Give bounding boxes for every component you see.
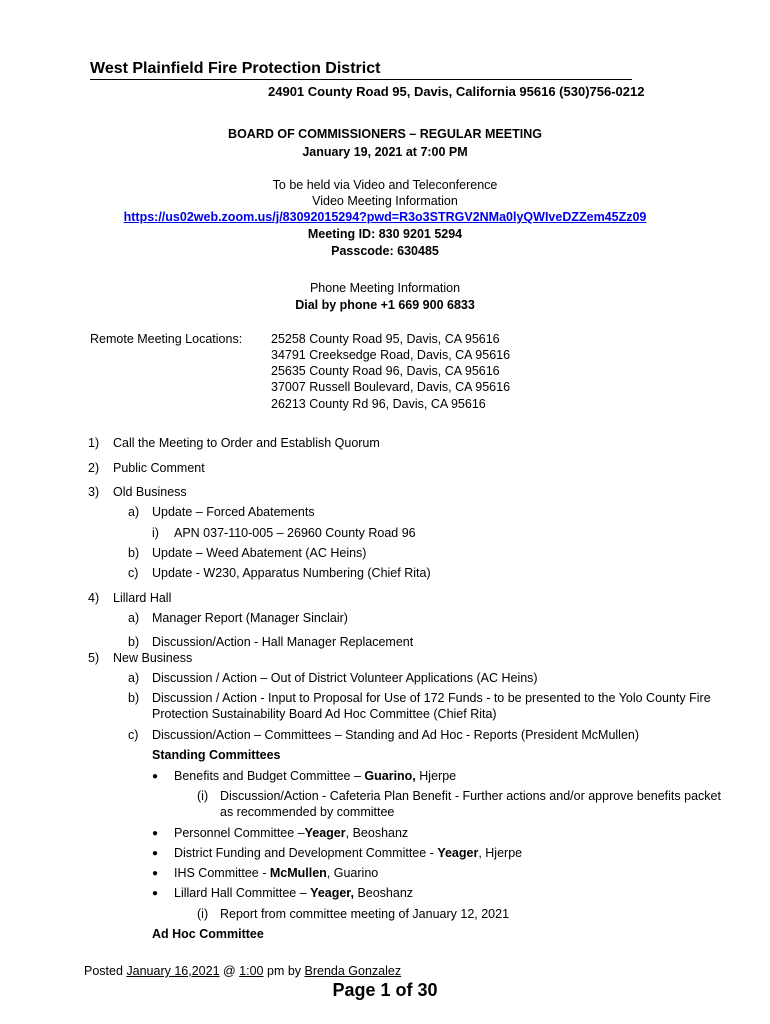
- committee-members: , Beoshanz: [345, 826, 409, 840]
- agenda-subnum: b): [128, 546, 140, 560]
- agenda-subitem: Discussion / Action - Input to Proposal for Use of 172 Funds - to be presented to the Yolo County Fire: [152, 691, 711, 705]
- posted-pm-by: pm by: [263, 964, 305, 978]
- committee-subitem: Discussion/Action - Cafeteria Plan Benefit - Further actions and/or approve benefits packet: [220, 789, 721, 803]
- standing-committees-heading: Standing Committees: [152, 748, 281, 762]
- posted-time: 1:00: [239, 964, 264, 978]
- agenda-item-lillard-hall: Lillard Hall: [113, 591, 172, 605]
- meeting-date: January 19, 2021 at 7:00 PM: [302, 145, 468, 159]
- committee-chair: Yeager: [304, 826, 346, 840]
- agenda-num: 3): [88, 485, 100, 499]
- agenda-subitem: APN 037-110-005 – 26960 County Road 96: [174, 526, 416, 540]
- posted-line: [84, 963, 401, 979]
- agenda-item-call-to-order: Call the Meeting to Order and Establish Quorum: [113, 436, 380, 450]
- adhoc-committee-heading: Ad Hoc Committee: [152, 927, 264, 941]
- committee-item: [174, 865, 378, 881]
- committee-text: Personnel Committee –: [174, 826, 305, 840]
- agenda-subitem: Discussion/Action – Committees – Standing and Ad Hoc - Reports (President McMullen): [152, 728, 640, 742]
- committee-members: Beoshanz: [353, 886, 414, 900]
- posted-by-name: Brenda Gonzalez: [304, 964, 402, 978]
- committee-text: Lillard Hall Committee –: [174, 886, 311, 900]
- agenda-num: 2): [88, 461, 100, 475]
- agenda-subnum: a): [128, 505, 140, 519]
- committee-chair: Yeager: [437, 846, 479, 860]
- agenda-subitem: Update - W230, Apparatus Numbering (Chief Rita): [152, 566, 431, 580]
- phone-info-label: Phone Meeting Information: [309, 281, 461, 295]
- committee-subitem-cont: as recommended by committee: [220, 805, 395, 819]
- committee-item: [174, 768, 456, 784]
- agenda-subitem: Discussion / Action – Out of District Volunteer Applications (AC Heins): [152, 671, 538, 685]
- committee-members: , Hjerpe: [478, 846, 523, 860]
- committee-chair: Guarino,: [364, 769, 416, 783]
- committee-text: Benefits and Budget Committee –: [174, 769, 365, 783]
- committee-members: Hjerpe: [415, 769, 457, 783]
- posted-label: Posted: [84, 964, 127, 978]
- location-item: 25635 County Road 96, Davis, CA 95616: [271, 364, 500, 378]
- agenda-subnum: a): [128, 611, 140, 625]
- agenda-subitem-cont: Protection Sustainability Board Ad Hoc Committee (Chief Rita): [152, 707, 497, 721]
- committee-text: District Funding and Development Committee -: [174, 846, 438, 860]
- location-item: 37007 Russell Boulevard, Davis, CA 95616: [271, 380, 511, 394]
- agenda-subnum: b): [128, 635, 140, 649]
- committee-text: IHS Committee -: [174, 866, 270, 880]
- posted-at: @: [219, 964, 240, 978]
- committee-subitem: Report from committee meeting of January 12, 2021: [220, 907, 510, 921]
- posted-date: January 16,2021: [126, 964, 220, 978]
- agenda-subnum: c): [128, 566, 139, 580]
- agenda-subitem: Update – Weed Abatement (AC Heins): [152, 546, 367, 560]
- video-info-label: Video Meeting Information: [312, 194, 458, 208]
- meeting-id: Meeting ID: 830 9201 5294: [307, 227, 463, 241]
- page-number: Page 1 of 30: [332, 980, 438, 1000]
- agenda-subnum: b): [128, 691, 140, 705]
- remote-locations-label: Remote Meeting Locations:: [90, 332, 243, 346]
- committee-item: [174, 845, 522, 861]
- agenda-num: 4): [88, 591, 100, 605]
- agenda-subitem: Discussion/Action - Hall Manager Replacement: [152, 635, 414, 649]
- location-item: 34791 Creeksedge Road, Davis, CA 95616: [271, 348, 511, 362]
- agenda-subnum: i): [152, 526, 159, 540]
- agenda-subitem: Manager Report (Manager Sinclair): [152, 611, 348, 625]
- org-address: 24901 County Road 95, Davis, California 95616 (530)756-0212: [268, 84, 645, 99]
- committee-item: [174, 825, 408, 841]
- location-item: 26213 County Rd 96, Davis, CA 95616: [271, 397, 486, 411]
- committee-item: [174, 885, 413, 901]
- dial-number: Dial by phone +1 669 900 6833: [295, 298, 475, 312]
- org-name: West Plainfield Fire Protection District: [90, 60, 632, 80]
- zoom-link[interactable]: https://us02web.zoom.us/j/83092015294?pwd=R3o3STRGV2NMa0lyQWIveDZZem45Zz09: [123, 210, 647, 224]
- committee-subnum: (i): [197, 907, 209, 921]
- committee-subnum: (i): [197, 789, 209, 803]
- agenda-item-new-business: New Business: [113, 651, 193, 665]
- passcode: Passcode: 630485: [331, 244, 439, 258]
- agenda-subnum: c): [128, 728, 139, 742]
- committee-chair: McMullen: [269, 866, 327, 880]
- agenda-subnum: a): [128, 671, 140, 685]
- agenda-subitem: Update – Forced Abatements: [152, 505, 315, 519]
- meeting-title: BOARD OF COMMISSIONERS – REGULAR MEETING: [228, 127, 542, 141]
- location-item: 25258 County Road 95, Davis, CA 95616: [271, 332, 500, 346]
- agenda-item-public-comment: Public Comment: [113, 461, 205, 475]
- committee-chair: Yeager,: [310, 886, 354, 900]
- agenda-num: 5): [88, 651, 100, 665]
- agenda-num: 1): [88, 436, 100, 450]
- committee-members: , Guarino: [326, 866, 379, 880]
- held-via: To be held via Video and Teleconference: [272, 178, 498, 192]
- agenda-item-old-business: Old Business: [113, 485, 187, 499]
